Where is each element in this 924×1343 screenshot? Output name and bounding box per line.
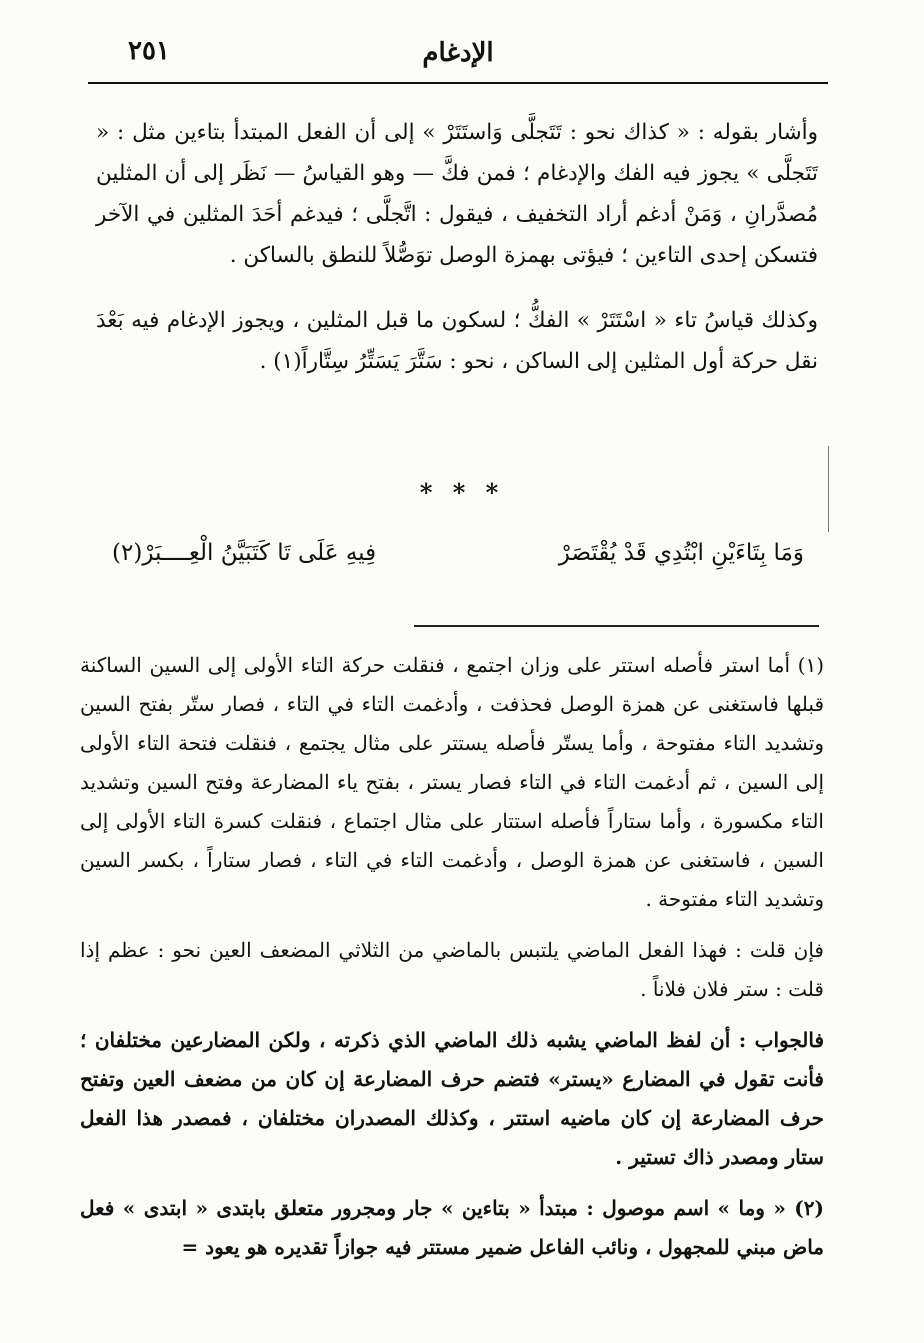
footnote: (١) أما استر فأصله استتر على وزان اجتمع ، فنقلت حركة التاء الأولى إلى السين الساكنة قبلها فاستغنى عن همزة الوصل فحذفت ، وأدغمت التاء في التاء ، فصار ستّر بفتح السين وتشديد التاء مفتوحة ، وأما يستّر فأصله يستتر على مثال يجتمع ، فنقلت فتحة التاء الأولى إلى السين ، ثم أدغمت التاء في التاء فصار يستر ، بفتح ياء المضارعة وفتح السين وتشديد التاء مكسورة ، وأما ستاراً فأصله استتار على مثال اجتماع ، فنقلت كسرة التاء الأولى إلى السين ، فاستغنى عن همزة الوصل ، وأدغمت التاء في التاء ، فصار ستاراً ، بكسر السين وتشديد التاء مفتوحة . <box>80 653 825 911</box>
paragraph: وكذلك قياسُ تاء « اسْتَتَرْ » الفكُّ ؛ لسكون ما قبل المثلين ، ويجوز الإدغام فيه بَعْدَ نقل حركة أول المثلين إلى الساكن ، نحو : سَتَّرَ يَسَتِّرُ سِتَّاراً(١) . <box>96 308 818 374</box>
verse-first-hemistich: وَمَا بِتَاءَيْنِ ابْتُدِي قَدْ يُقْتَصَرْ <box>558 540 804 566</box>
main-text <box>96 112 818 406</box>
footnote: (٢) « وما » اسم موصول : مبتدأ « بتاءين » جار ومجرور متعلق بابتدى « ابتدى » فعل ماض مبني للمجهول ، ونائب الفاعل ضمير مستتر فيه جوازاً تقديره هو يعود = <box>80 1196 824 1259</box>
section-separator: * * * <box>419 478 505 507</box>
verse-second-hemistich: فِيهِ عَلَى تَا كَتَبَيَّنُ الْعِــــبَرْ(٢) <box>112 540 377 566</box>
paragraph: وأشار بقوله : « كذاك نحو : تَتَجلَّى وَاستَتَرْ » إلى أن الفعل المبتدأ بتاءين مثل : « تَتَجلَّى » يجوز فيه الفك والإدغام ؛ فمن فكَّ — وهو القياسُ — نَظَر إلى أن المثلين مُصدَّرانِ ، وَمَنْ أدغم أراد التخفيف ، فيقول : اتَّجلَّى ؛ فيدغم أحَدَ المثلين في الآخر فتسكن إحدى التاءين ؛ فيؤتى بهمزة الوصل توَصُّلاً للنطق بالساكن . <box>96 120 818 268</box>
footnotes <box>80 646 824 1279</box>
page-header <box>88 32 828 84</box>
page-number: ٢٥١ <box>128 36 170 66</box>
running-title: الإدغام <box>422 38 494 68</box>
verse-line <box>112 540 804 566</box>
footnote-divider <box>414 625 819 627</box>
footnote: فالجواب : أن لفظ الماضي يشبه ذلك الماضي الذي ذكرته ، ولكن المضارعين مختلفان ؛ فأنت تقول في المضارع «يستر» فتضم حرف المضارعة إن كان من مضعف العين وتفتح حرف المضارعة إن كان ماضيه استتر ، وكذلك المصدران مختلفان ، فمصدر هذا الفعل ستار ومصدر ذاك تستير . <box>80 1028 824 1169</box>
footnote: فإن قلت : فهذا الفعل الماضي يلتبس بالماضي من الثلاثي المضعف العين نحو : عظم إذا قلت : ستر فلان فلاناً . <box>80 938 824 1001</box>
